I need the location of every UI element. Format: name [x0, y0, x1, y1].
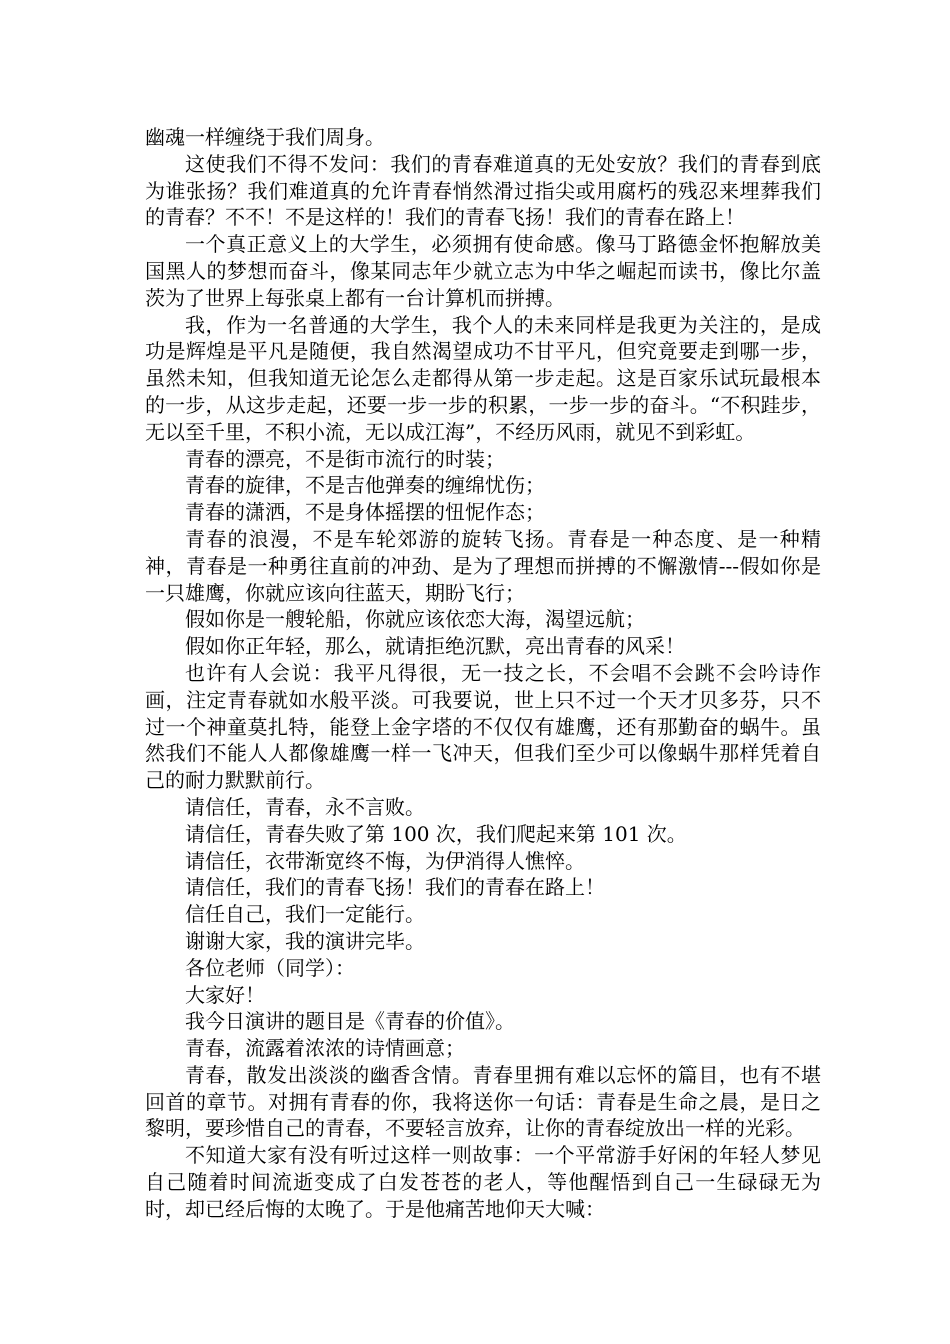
paragraph-21: 青春，流露着浓浓的诗情画意； [185, 1036, 465, 1061]
paragraph-2: 这使我们不得不发问：我们的青春难道真的无处安放？我们的青春到底为谁张扬？我们难道真的允许青春悄然滑过指尖或用腐朽的残忍来埋葬我们的青春？不不！不是这样的！我们的青春飞扬！我们的青春在路上！ [145, 151, 821, 230]
paragraph-6: 青春的旋律，不是吉他弹奏的缠绵忧伤； [185, 473, 545, 498]
paragraph-17: 谢谢大家，我的演讲完毕。 [185, 928, 425, 953]
paragraph-10: 假如你正年轻，那么，就请拒绝沉默，亮出青春的风采！ [185, 634, 685, 659]
paragraph-23: 不知道大家有没有听过这样一则故事：一个平常游手好闲的年轻人梦见自己随着时间流逝变成了白发苍苍的老人，等他醒悟到自己一生碌碌无为时，却已经后悔的太晚了。于是他痛苦地仰天大喊： [145, 1143, 821, 1221]
paragraph-12: 请信任，青春，永不言败。 [185, 794, 425, 819]
paragraph-4: 我，作为一名普通的大学生，我个人的未来同样是我更为关注的，是成功是辉煌是平凡是随便，我自然渴望成功不甘平凡，但究竟要走到哪一步，虽然未知，但我知道无论怎么走都得从第一步走起。这是百家乐试玩最根本的一步，从这步走起，还要一步一步的积累，一步一步的奋斗。“不积跬步，无以至千里，不积小流，无以成江海”，不经历风雨，就见不到彩虹。 [145, 312, 821, 444]
paragraph-18: 各位老师（同学）： [185, 955, 355, 980]
paragraph-1: 幽魂一样缠绕于我们周身。 [145, 125, 385, 149]
paragraph-7: 青春的潇洒，不是身体摇摆的忸怩作态； [185, 500, 545, 525]
paragraph-8: 青春的浪漫，不是车轮郊游的旋转飞扬。青春是一种态度、是一种精神，青春是一种勇往直前的冲劲、是为了理想而拼搏的不懈激情---假如你是一只雄鹰，你就应该向往蓝天，期盼飞行； [145, 526, 821, 605]
paragraph-9: 假如你是一艘轮船，你就应该依恋大海，渴望远航； [185, 607, 645, 632]
paragraph-11: 也许有人会说：我平凡得很，无一技之长，不会唱不会跳不会吟诗作画，注定青春就如水般平淡。可我要说，世上只不过一个天才贝多芬，只不过一个神童莫扎特，能登上金字塔的不仅仅有雄鹰，还有那勤奋的蜗牛。虽然我们不能人人都像雄鹰一样一飞冲天，但我们至少可以像蜗牛那样凭着自己的耐力默默前行。 [145, 660, 821, 793]
paragraph-5: 青春的漂亮，不是街市流行的时装； [185, 446, 505, 471]
document-page [145, 124, 821, 1223]
paragraph-22: 青春，散发出淡淡的幽香含情。青春里拥有难以忘怀的篇目，也有不堪回首的章节。对拥有青春的你，我将送你一句话：青春是生命之晨，是日之黎明，要珍惜自己的青春，不要轻言放弃，让你的青春绽放出一样的光彩。 [145, 1062, 821, 1141]
paragraph-14: 请信任，衣带渐宽终不悔，为伊消得人憔悴。 [185, 848, 585, 873]
paragraph-19: 大家好！ [185, 982, 265, 1007]
paragraph-15: 请信任，我们的青春飞扬！我们的青春在路上！ [185, 875, 605, 900]
paragraph-16: 信任自己，我们一定能行。 [185, 902, 425, 927]
paragraph-20: 我今日演讲的题目是《青春的价值》。 [185, 1009, 515, 1034]
paragraph-3: 一个真正意义上的大学生，必须拥有使命感。像马丁路德金怀抱解放美国黑人的梦想而奋斗，像某同志年少就立志为中华之崛起而读书，像比尔盖茨为了世界上每张桌上都有一台计算机而拼搏。 [145, 232, 821, 310]
paragraph-13: 请信任，青春失败了第 100 次，我们爬起来第 101 次。 [185, 821, 687, 846]
